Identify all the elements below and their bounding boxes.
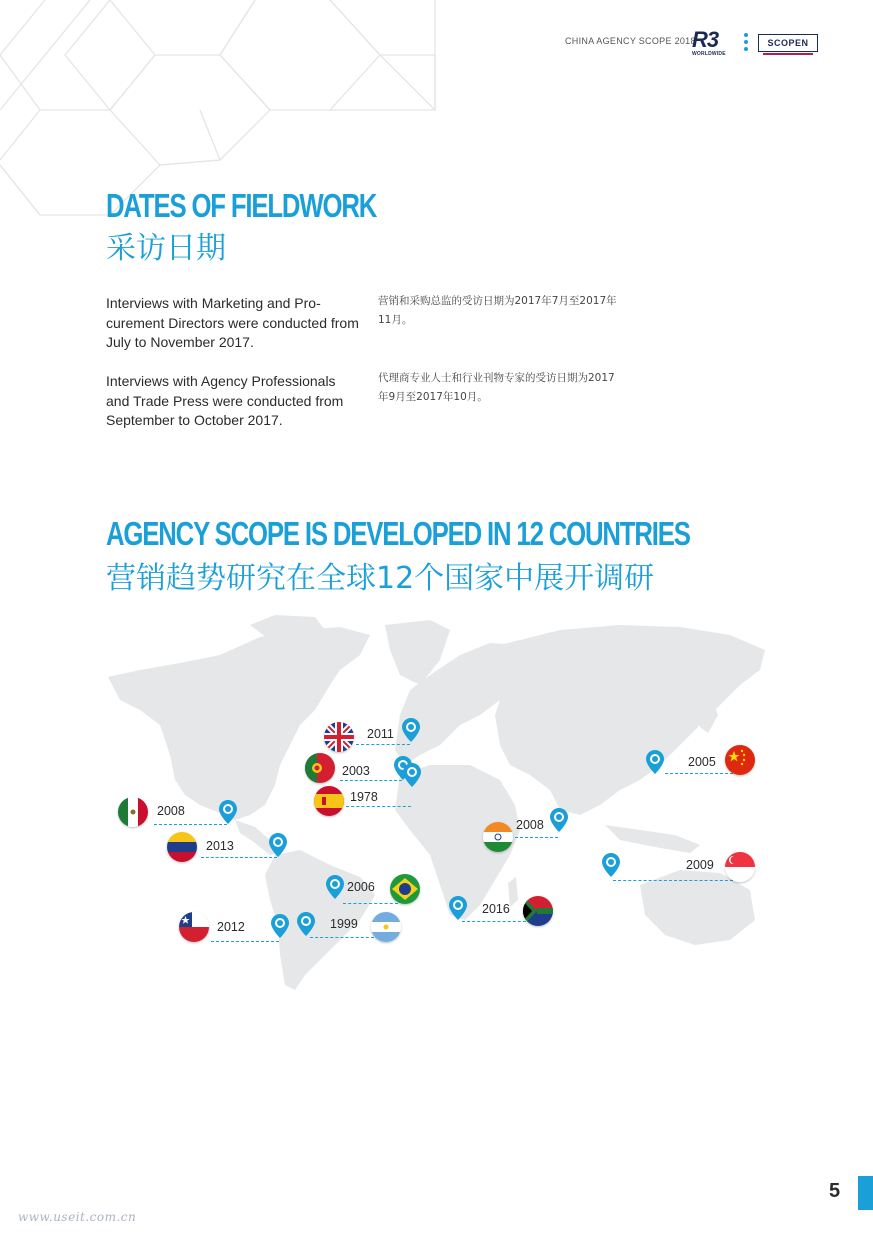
flag-chile-icon (179, 912, 209, 942)
flag-portugal-icon (305, 753, 335, 783)
flag-argentina-icon (371, 912, 401, 942)
countries-heading-cn: 营销趋势研究在全球12个国家中展开调研 (106, 561, 655, 596)
r3-logo (692, 27, 740, 58)
flag-venezuela-icon (167, 832, 197, 862)
marker-leader-line (665, 773, 733, 774)
watermark: www.useit.com.cn (18, 1210, 137, 1224)
flag-spain-icon (314, 786, 344, 816)
header-title: CHINA AGENCY SCOPE 2018 (565, 36, 696, 46)
r3-logo-subtext: WORLDWIDE (692, 51, 726, 57)
marker-leader-line (201, 857, 277, 858)
marker-year: 2006 (347, 880, 375, 894)
marker-leader-line (346, 806, 411, 807)
marker-year: 2005 (688, 755, 716, 769)
fieldwork-para1-cn: 营销和采购总监的受访日期为2017年7月至2017年11月。 (378, 295, 617, 326)
marker-year: 2012 (217, 920, 245, 934)
marker-leader-line (356, 744, 410, 745)
scopen-logo: SCOPEN (758, 34, 818, 52)
map-pin-icon (297, 912, 315, 936)
fieldwork-para2-en: Interviews with Agency Professionals and Trade Press were conducted from September to October 2017. (106, 373, 344, 428)
marker-year: 2008 (157, 804, 185, 818)
page-number-accent-bar (858, 1176, 873, 1210)
marker-leader-line (310, 937, 379, 938)
map-pin-icon (402, 718, 420, 742)
countries-heading-en: AGENCY SCOPE IS DEVELOPED IN 12 COUNTRIES (106, 515, 690, 552)
marker-year: 2013 (206, 839, 234, 853)
flag-singapore-icon (725, 852, 755, 882)
marker-year: 2011 (367, 727, 394, 741)
map-pin-icon (403, 763, 421, 787)
marker-year: 2003 (342, 764, 370, 778)
map-pin-icon (646, 750, 664, 774)
page-number: 5 (829, 1180, 841, 1202)
marker-year: 2016 (482, 902, 510, 916)
flag-uk-icon (324, 722, 354, 752)
fieldwork-heading-en: DATES OF FIELDWORK (106, 187, 377, 224)
fieldwork-para1-en: Interviews with Marketing and Pro- curement Directors were conducted from July to November 2017. (106, 295, 359, 350)
marker-leader-line (613, 880, 733, 881)
map-pin-icon (271, 914, 289, 938)
marker-leader-line (515, 837, 558, 838)
marker-leader-line (211, 941, 279, 942)
marker-year: 2009 (686, 858, 714, 872)
marker-leader-line (340, 780, 402, 781)
marker-year: 1999 (330, 917, 358, 931)
fieldwork-para2-cn: 代理商专业人士和行业刊物专家的受访日期为2017年9月至2017年10月。 (378, 372, 615, 403)
map-pin-icon (326, 875, 344, 899)
marker-year: 1978 (350, 790, 378, 804)
marker-leader-line (462, 921, 531, 922)
flag-india-icon (483, 822, 513, 852)
marker-year: 2008 (516, 818, 544, 832)
flag-brazil-icon (390, 874, 420, 904)
map-pin-icon (449, 896, 467, 920)
map-pin-icon (219, 800, 237, 824)
r3-logo-text: R3 (692, 27, 719, 52)
marker-leader-line (343, 903, 398, 904)
fieldwork-heading-cn: 采访日期 (106, 231, 226, 266)
map-pin-icon (269, 833, 287, 857)
map-pin-icon (602, 853, 620, 877)
flag-mexico-icon (118, 797, 148, 827)
marker-leader-line (154, 824, 227, 825)
flag-south-africa-icon (523, 896, 553, 926)
map-pin-icon (550, 808, 568, 832)
logo-separator-dots (744, 33, 750, 55)
flag-china-icon (725, 745, 755, 775)
